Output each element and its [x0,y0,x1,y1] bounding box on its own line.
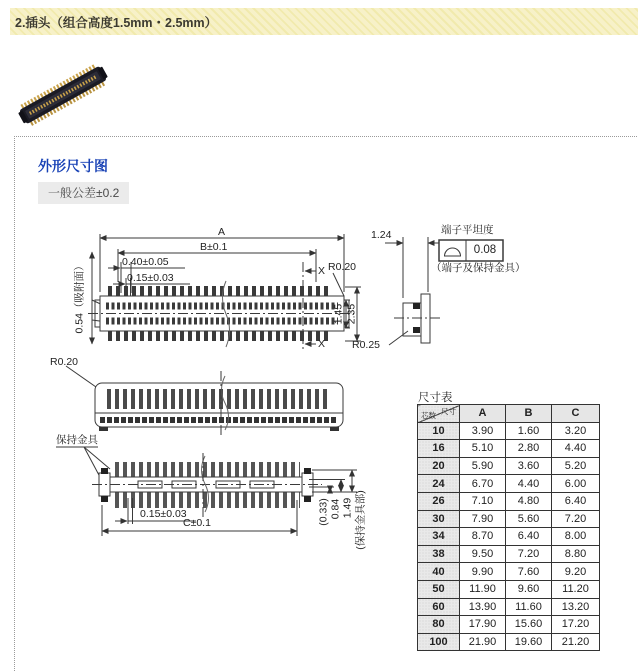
flatness-value: 0.08 [473,244,497,256]
dim-value-cell: 3.60 [506,457,552,475]
dim-124-label: 1.24 [371,229,392,241]
table-row [418,563,600,581]
dim-value-cell: 11.20 [552,580,600,598]
table-row [418,545,600,563]
table-row [418,422,600,440]
dim-value-cell: 8.00 [552,528,600,546]
section-x-bottom-label: X [318,338,326,350]
dim-value-cell: 7.60 [506,563,552,581]
table-row [418,492,600,510]
dim-table-body [418,422,600,651]
dim-value-cell: 5.90 [460,457,506,475]
corner-dim-label: 尺寸 [441,407,456,416]
fitting-label: 保持金具 [56,434,98,446]
dim-value-cell: 5.10 [460,440,506,458]
dim-033-label: (0.33) [317,498,330,526]
dim-value-cell: 17.90 [460,616,506,634]
dim-a-label: A [218,226,226,238]
pin-count-cell: 10 [418,422,460,440]
section-title: 外形尺寸图 [38,158,108,174]
table-title: 尺寸表 [418,392,453,404]
table-row [418,475,600,493]
pin-count-cell: 30 [418,510,460,528]
dim-value-cell: 9.90 [460,563,506,581]
dim-value-cell: 2.80 [506,440,552,458]
dim-value-cell: 6.70 [460,475,506,493]
flatness-title: 端子平坦度 [441,224,494,236]
dim-value-cell: 8.70 [460,528,506,546]
pin-count-cell: 26 [418,492,460,510]
size-table [417,404,600,651]
r020-front-label: R0.20 [50,356,79,368]
table-row [418,580,600,598]
pin-count-cell: 60 [418,598,460,616]
dim-value-cell: 9.20 [552,563,600,581]
tolerance-note: 一般公差±0.2 [38,182,129,204]
r025-label: R0.25 [352,339,381,351]
corner-pins-label: 芯数 [421,410,436,420]
dim-value-cell: 4.40 [506,475,552,493]
flatness-note: （端子及保持金具） [431,262,526,274]
pin-count-cell: 24 [418,475,460,493]
table-row [418,510,600,528]
page-header-title: 2.插头（组合高度1.5mm・2.5mm） [15,15,218,30]
dim-value-cell: 19.60 [506,633,552,651]
table-row [418,616,600,634]
dim-value-cell: 17.20 [552,616,600,634]
pin-count-cell: 50 [418,580,460,598]
dim-value-cell: 3.90 [460,422,506,440]
dim-value-cell: 1.60 [506,422,552,440]
dim-value-cell: 7.10 [460,492,506,510]
dim-value-cell: 21.20 [552,633,600,651]
section-x-top-label: X [318,265,326,277]
r020-top-label: R0.20 [328,261,357,273]
table-row [418,440,600,458]
dim-value-cell: 9.50 [460,545,506,563]
fitting-part-label: (保持金具部) [354,490,367,550]
pin-count-cell: 20 [418,457,460,475]
table-header-row [418,405,600,423]
pin-count-cell: 80 [418,616,460,634]
col-header-b: B [506,405,552,423]
dim-value-cell: 11.90 [460,580,506,598]
dim-value-cell: 21.90 [460,633,506,651]
dim-value-cell: 8.80 [552,545,600,563]
dim-value-cell: 15.60 [506,616,552,634]
dim-040-label: 0.40±0.05 [122,256,169,268]
dim-value-cell: 5.20 [552,457,600,475]
dim-b-label: B±0.1 [200,241,228,253]
pin-count-cell: 34 [418,528,460,546]
dim-value-cell: 3.20 [552,422,600,440]
dim-value-cell: 5.60 [506,510,552,528]
dim-value-cell: 13.90 [460,598,506,616]
dim-235-label: 2.35 [345,303,358,325]
col-header-a: A [460,405,506,423]
dim-015-top-label: 0.15±0.03 [127,272,174,284]
dim-054-label: 0.54（吸附面） [73,260,86,334]
dim-149-label: 1.49 [341,497,354,519]
dim-value-cell: 4.40 [552,440,600,458]
table-row [418,598,600,616]
pin-count-cell: 38 [418,545,460,563]
dim-value-cell: 13.20 [552,598,600,616]
dim-value-cell: 7.20 [552,510,600,528]
dim-value-cell: 6.00 [552,475,600,493]
dim-145-label: 1.45 [332,303,345,325]
dim-c-label: C±0.1 [183,517,211,529]
dim-value-cell: 6.40 [506,528,552,546]
dim-value-cell: 7.20 [506,545,552,563]
corner-cell [418,405,460,423]
dim-value-cell: 9.60 [506,580,552,598]
dim-084-label: 0.84 [329,498,342,520]
dim-015-bottom-label: 0.15±0.03 [140,508,187,520]
dim-value-cell: 4.80 [506,492,552,510]
table-row [418,528,600,546]
pin-count-cell: 100 [418,633,460,651]
table-row [418,457,600,475]
pin-count-cell: 16 [418,440,460,458]
dim-value-cell: 6.40 [552,492,600,510]
pin-count-cell: 40 [418,563,460,581]
dim-value-cell: 7.90 [460,510,506,528]
table-row [418,633,600,651]
dim-value-cell: 11.60 [506,598,552,616]
col-header-c: C [552,405,600,423]
